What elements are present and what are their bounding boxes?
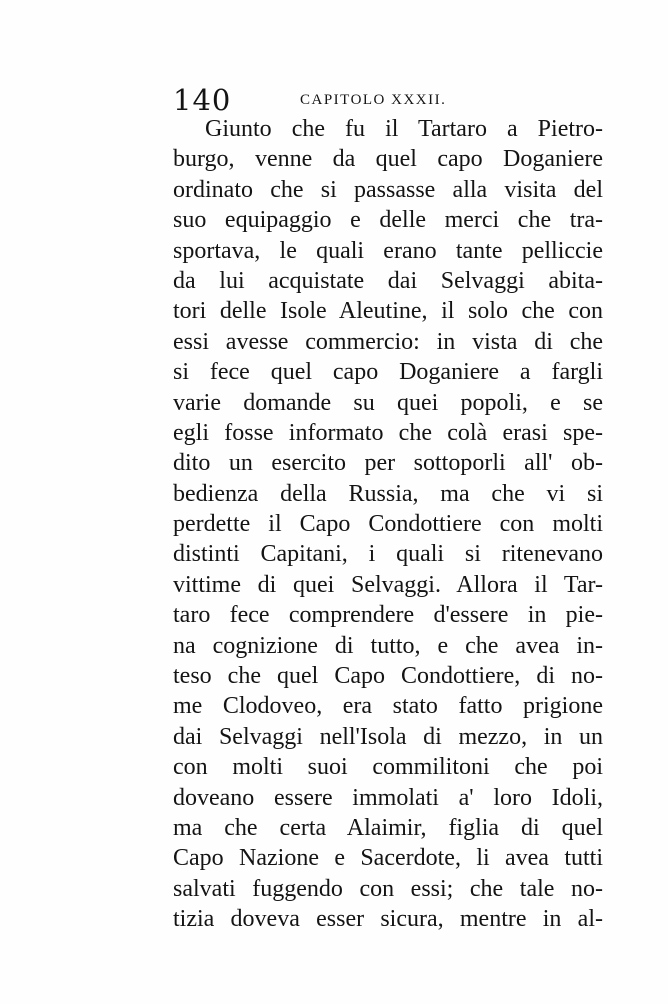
text-line: varie domande su quei popoli, e se bbox=[173, 389, 603, 416]
page-header bbox=[173, 82, 613, 118]
text-line: tizia doveva esser sicura, mentre in al- bbox=[173, 906, 603, 933]
text-line: doveano essere immolati a' loro Idoli, bbox=[173, 784, 603, 811]
text-line: ordinato che si passasse alla visita del bbox=[173, 176, 603, 203]
text-line: burgo, venne da quel capo Doganiere bbox=[173, 146, 603, 173]
text-line: tori delle Isole Aleutine, il solo che con bbox=[173, 298, 603, 325]
text-line: sportava, le quali erano tante pelliccie bbox=[173, 237, 603, 264]
text-line: bedienza della Russia, ma che vi si bbox=[173, 480, 603, 507]
body-text bbox=[173, 114, 603, 935]
page-number: 140 bbox=[173, 83, 232, 117]
text-line: si fece quel capo Doganiere a fargli bbox=[173, 359, 603, 386]
text-line: na cognizione di tutto, e che avea in- bbox=[173, 632, 603, 659]
text-line: salvati fuggendo con essi; che tale no- bbox=[173, 875, 603, 902]
text-line: taro fece comprendere d'essere in pie- bbox=[173, 602, 603, 629]
text-line: me Clodoveo, era stato fatto prigione bbox=[173, 693, 603, 720]
text-line: distinti Capitani, i quali si ritenevano bbox=[173, 541, 603, 568]
text-line: Capo Nazione e Sacerdote, li avea tutti bbox=[173, 845, 603, 872]
text-line: teso che quel Capo Condottiere, di no- bbox=[173, 663, 603, 690]
text-line: dai Selvaggi nell'Isola di mezzo, in un bbox=[173, 723, 603, 750]
text-line: vittime di quei Selvaggi. Allora il Tar- bbox=[173, 571, 603, 598]
text-line: Giunto che fu il Tartaro a Pietro- bbox=[205, 116, 603, 142]
running-head: CAPITOLO XXXII. bbox=[300, 92, 447, 108]
text-line: essi avesse commercio: in vista di che bbox=[173, 328, 603, 355]
text-line: dito un esercito per sottoporli all' ob- bbox=[173, 450, 603, 477]
text-line: con molti suoi commilitoni che poi bbox=[173, 754, 603, 781]
text-line: egli fosse informato che colà erasi spe- bbox=[173, 419, 603, 446]
text-line: da lui acquistate dai Selvaggi abita- bbox=[173, 267, 603, 294]
text-line: perdette il Capo Condottiere con molti bbox=[173, 511, 603, 538]
text-line: suo equipaggio e delle merci che tra- bbox=[173, 207, 603, 234]
text-line: ma che certa Alaimir, figlia di quel bbox=[173, 814, 603, 841]
